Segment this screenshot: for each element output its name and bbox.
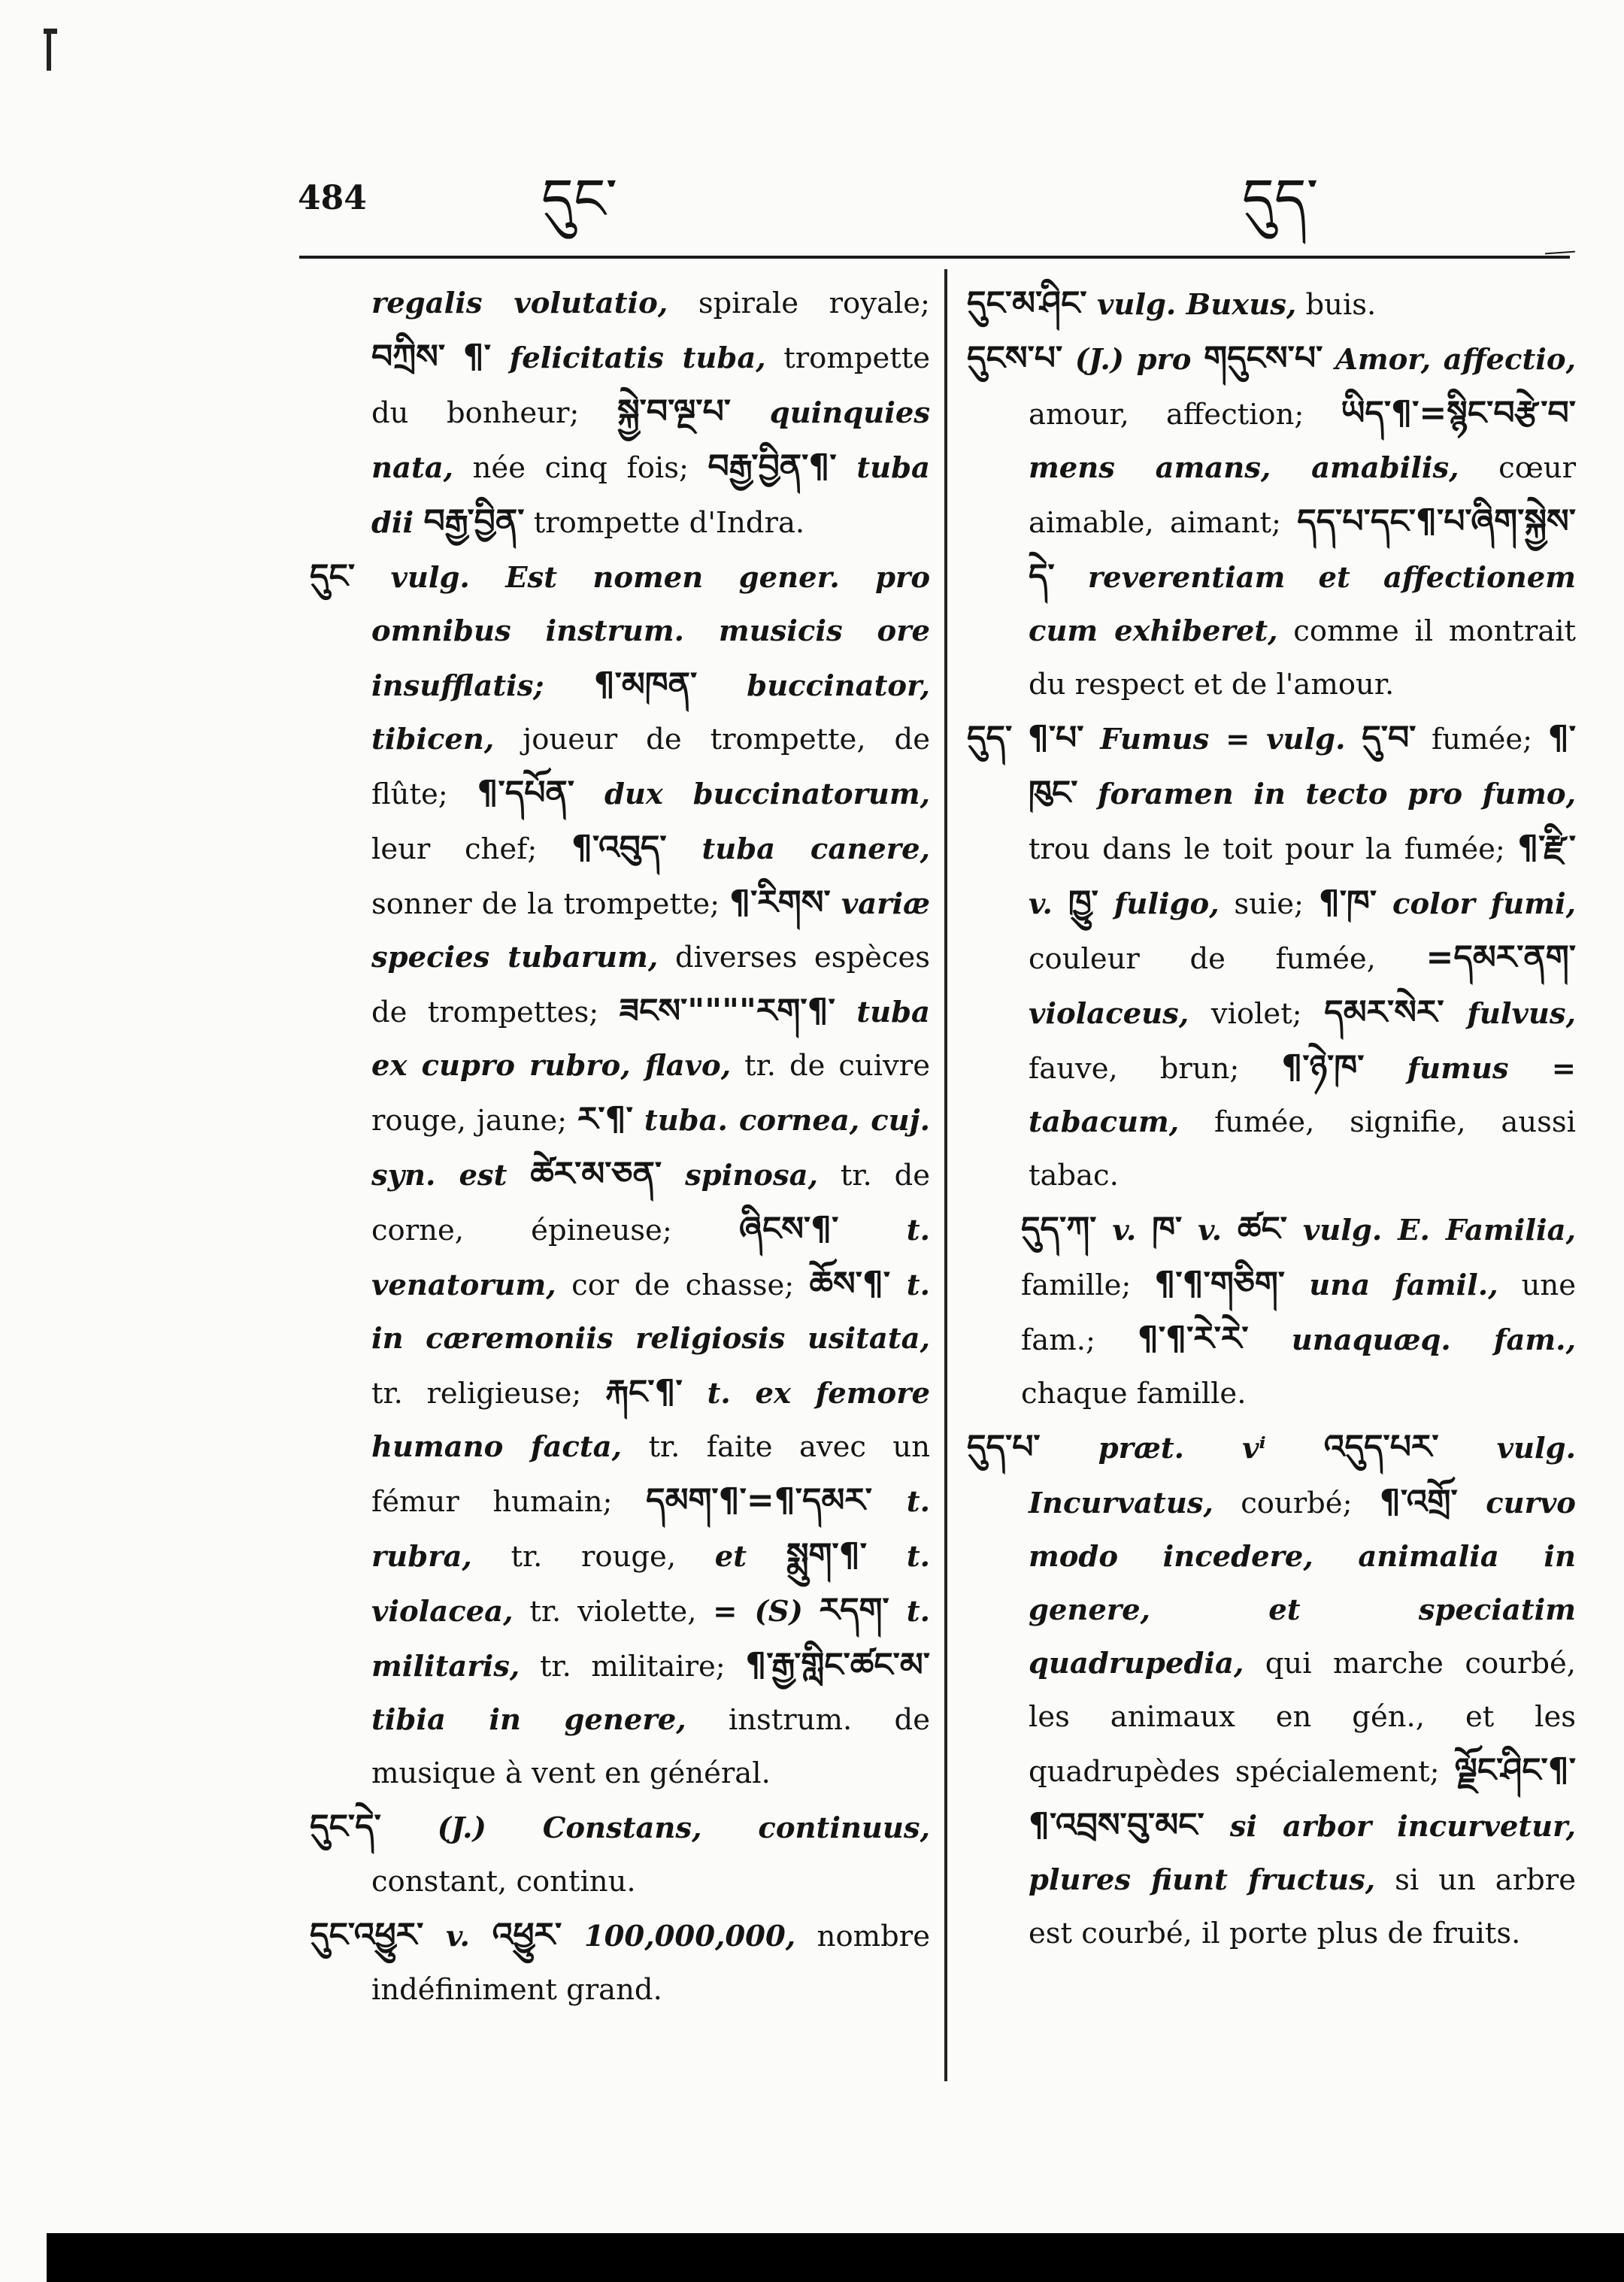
tibetan-term: ཁྱུ་ <box>1068 883 1098 922</box>
french-gloss: suie; <box>1219 887 1319 921</box>
tibetan-term: ¶་རྫི་ <box>1517 829 1576 867</box>
tibetan-term: དུང་ <box>310 557 356 596</box>
tibetan-term: v. <box>1096 1214 1153 1247</box>
french-gloss: cor de chasse; <box>556 1268 810 1302</box>
tibetan-term: t. militaris, <box>371 1595 930 1683</box>
french-gloss <box>1012 723 1028 756</box>
tibetan-term: ཞིངས་¶་ <box>739 1210 839 1248</box>
tibetan-term: quinquies nata, <box>371 396 931 485</box>
french-gloss <box>803 1595 820 1629</box>
tibetan-term: (J.) Constans, continuus, <box>380 1811 930 1845</box>
tibetan-term: curvo modo incedere, animalia in genere, et speciatim quadrupedia, <box>1029 1486 1576 1680</box>
tibetan-term: དུད་ <box>967 719 1013 757</box>
tibetan-term: v. <box>423 1920 492 1953</box>
tibetan-term: ¶་འགྲོ་ <box>1379 1483 1458 1521</box>
tibetan-term: ¶་རིགས་ <box>729 883 831 922</box>
tibetan-term: དམར་སེར་ <box>1324 993 1444 1032</box>
tibetan-term: ¶་¶་རེ་རེ་ <box>1137 1320 1249 1358</box>
tibetan-term: དུང་འཕྱུར་ <box>310 1916 424 1954</box>
tibetan-term: tuba canere, <box>666 832 930 866</box>
tibetan-term: དུད་ཀ་ <box>1021 1210 1097 1248</box>
tibetan-term: གདུངས་པ་ <box>1204 339 1323 377</box>
page-number: 484 <box>298 179 367 217</box>
french-gloss: tr. faite avec un fémur humain; <box>371 1430 931 1519</box>
french-gloss: couleur de fumée, <box>1029 942 1426 976</box>
tibetan-term: ཆོས་¶་ <box>809 1265 891 1303</box>
scan-footer-bar <box>47 2233 1624 2282</box>
tibetan-term: tuba. cornea, cuj. syn. est <box>371 1104 931 1193</box>
tibetan-term: tibia in genere, <box>371 1703 686 1737</box>
tibetan-term: ཁ་ <box>1152 1210 1183 1248</box>
tibetan-term: v. <box>1029 887 1068 921</box>
tibetan-term: བརྒྱ་བྱིན་ <box>423 502 525 541</box>
tibetan-term: color fumi, <box>1377 887 1576 921</box>
tibetan-term: ¶་¶་གཅིག་ <box>1154 1265 1286 1303</box>
right-column <box>967 277 1576 1960</box>
header-rule <box>299 256 1570 259</box>
tibetan-term: t. venatorum, <box>371 1214 930 1302</box>
french-gloss: tr. de corne, épineuse; <box>371 1159 930 1247</box>
french-gloss: diverses espèces de trompettes; <box>371 941 930 1029</box>
tibetan-term: འདུད་པར་ <box>1323 1428 1439 1466</box>
tibetan-term: ¶་ <box>462 338 491 376</box>
tibetan-term: དུང་མ་ཤིང་ <box>967 284 1087 323</box>
dictionary-entry <box>967 711 1576 1202</box>
tibetan-term: t. violacea, <box>371 1540 931 1629</box>
tibetan-term: mens amans, amabilis, <box>1029 451 1459 485</box>
tibetan-term: fumus = tabacum, <box>1029 1052 1576 1139</box>
tibetan-term: དུ་བ་ <box>1362 719 1416 757</box>
tibetan-term: ¶་དཔོན་ <box>477 774 574 812</box>
french-gloss: comme il montrait du respect et de l'amour. <box>1029 614 1576 702</box>
tibetan-term: tuba ex cupro rubro, flavo, <box>371 996 931 1083</box>
french-gloss: tr. violette, <box>513 1595 714 1629</box>
dictionary-entry <box>967 277 1576 332</box>
dictionary-entry <box>967 1202 1576 1420</box>
tibetan-term: ¶་འབུད་ <box>571 829 667 867</box>
tibetan-term: ¶་རྒྱ་གླིང་ཚང་མ་ <box>745 1646 930 1684</box>
tibetan-term: t. rubra, <box>371 1485 930 1574</box>
tibetan-term: variæ species tubarum, <box>371 887 930 974</box>
french-gloss: qui marche courbé, les animaux en gén., et les quadrupèdes spécialement; <box>1029 1647 1576 1789</box>
tibetan-term: t. in cæremoniis religiosis usitata, <box>371 1268 930 1356</box>
tibetan-term: ¶་ཉེ་ཁ་ <box>1281 1048 1365 1086</box>
tibetan-term: reverentiam et affectionem cum exhiberet, <box>1029 561 1576 648</box>
column-divider <box>944 269 947 2081</box>
tibetan-term: violaceus, <box>1029 997 1189 1031</box>
tibetan-term: Fumus = vulg. <box>1083 723 1362 756</box>
tibetan-term: (J.) pro <box>1062 343 1204 377</box>
french-gloss: une fam.; <box>1021 1268 1576 1357</box>
french-gloss: tr. rouge, <box>471 1540 715 1574</box>
tibetan-term: དམག་¶་=¶་དམར་ <box>646 1481 873 1520</box>
tibetan-term: et <box>714 1540 786 1574</box>
french-gloss: née cinq fois; <box>453 451 708 485</box>
tibetan-term: tuba dii <box>371 451 930 540</box>
tibetan-term: ཚེར་མ་ཅན་ <box>530 1155 662 1193</box>
dictionary-entry <box>967 1420 1576 1960</box>
tibetan-term: t. ex femore humano facta, <box>371 1377 930 1464</box>
tibetan-term: foramen in tecto pro fumo, <box>1077 777 1576 811</box>
tibetan-term: fulvus, <box>1444 997 1576 1031</box>
french-gloss: trompette du bonheur; <box>371 341 930 430</box>
tibetan-term: བཀྲིས་ <box>371 338 446 376</box>
tibetan-term: ¶་མཁན་ <box>593 665 698 704</box>
tibetan-term: = (S) <box>713 1595 803 1629</box>
french-gloss: chaque famille. <box>1021 1377 1247 1411</box>
tibetan-term: དུངས་པ་ <box>967 339 1063 377</box>
tibetan-term: དད་པ་དང་¶་པ་ཞིག་སྐྱེས་དེ་ <box>1029 502 1576 596</box>
french-gloss: violet; <box>1189 997 1325 1031</box>
running-headword-right: དུད་ <box>1242 167 1319 232</box>
dictionary-entry <box>310 1908 930 2017</box>
tibetan-term: དུད་པ་ <box>967 1428 1041 1466</box>
tibetan-term: འཕྱུར་ <box>492 1916 562 1954</box>
tibetan-term: ཡིད་¶་=སྙིང་བརྩེ་བ་ <box>1341 394 1576 432</box>
french-gloss: courbé; <box>1213 1486 1380 1520</box>
tibetan-term: སྐྱེ་བ་ལྔ་པ་ <box>617 392 732 431</box>
french-gloss: instrum. de musique à vent en général. <box>371 1703 930 1790</box>
french-gloss: trompette d'Indra. <box>524 506 805 540</box>
french-gloss: joueur de trompette, de flûte; <box>371 723 930 811</box>
french-gloss: fumée, signifie, aussi tabac. <box>1029 1105 1576 1193</box>
tibetan-term: རྐང་¶་ <box>604 1373 683 1411</box>
french-gloss: cœur aimable, aimant; <box>1029 451 1576 540</box>
tibetan-term: si arbor incurvetur, plures fiunt fructus, <box>1029 1810 1576 1897</box>
tibetan-term: vulg. E. Familia, <box>1287 1214 1576 1247</box>
french-gloss: si un arbre est courbé, il porte plus de fruits. <box>1029 1863 1576 1950</box>
dictionary-entry <box>967 332 1576 711</box>
tibetan-term: Amor, affectio, <box>1323 343 1576 377</box>
tibetan-term: ¶་ཁུང་ <box>1029 719 1576 812</box>
running-headword-left: དུང་ <box>541 167 618 232</box>
tibetan-term: dux buccinatorum, <box>574 777 930 811</box>
french-gloss: tr. religieuse; <box>371 1377 605 1411</box>
tibetan-term: buccinator, tibicen, <box>371 669 930 756</box>
french-gloss <box>445 341 463 375</box>
tibetan-term: fuligo, <box>1098 887 1220 921</box>
tibetan-term: præt. vⁱ <box>1040 1432 1324 1465</box>
french-gloss: sonner de la trompette; <box>371 887 730 921</box>
tibetan-term: vulg. Est nomen gener. pro omnibus instrum. musicis ore insufflatis; <box>355 561 930 703</box>
page-corner-mark <box>44 29 57 71</box>
french-gloss: spirale royale; <box>668 286 930 320</box>
french-gloss: fumée; <box>1416 723 1548 756</box>
french-gloss: nombre indéfiniment grand. <box>371 1920 930 2007</box>
tibetan-term: ལྗོང་ཤིང་¶་¶་འབྲས་བུ་མང་ <box>1029 1751 1576 1844</box>
tibetan-term: =དམར་ནག་ <box>1426 938 1576 977</box>
tibetan-term: spinosa, <box>662 1159 819 1193</box>
tibetan-term: དུང་དེ་ <box>310 1808 381 1846</box>
french-gloss: constant, continu. <box>371 1865 636 1899</box>
french-gloss: trou dans le toit pour la fumée; <box>1029 832 1518 866</box>
tibetan-term: ¶་ཁ་ <box>1318 883 1377 922</box>
tibetan-term: una famil., <box>1285 1268 1498 1302</box>
french-gloss: amour, affection; <box>1029 398 1341 432</box>
left-column <box>310 277 930 2017</box>
tibetan-term: ཚང་ <box>1238 1210 1287 1248</box>
french-gloss: fauve, brun; <box>1029 1052 1282 1086</box>
french-gloss: leur chef; <box>371 832 572 866</box>
tibetan-term: v. <box>1182 1214 1238 1247</box>
tibetan-term: felicitatis tuba, <box>490 341 766 375</box>
header-rule-tail <box>1545 251 1575 255</box>
french-gloss: famille; <box>1021 1268 1155 1302</box>
french-gloss: buis. <box>1296 288 1377 322</box>
french-gloss: tr. de cuivre rouge, jaune; <box>371 1049 930 1138</box>
tibetan-term: unaquæq. fam., <box>1248 1323 1576 1357</box>
tibetan-term: ¶་པ་ <box>1027 719 1084 757</box>
tibetan-term: རདག་ <box>819 1591 889 1629</box>
tibetan-term: vulg. Buxus, <box>1086 288 1297 322</box>
tibetan-term: ཟངས་""""རག་¶་ <box>619 992 835 1030</box>
tibetan-term: vulg. Incurvatus, <box>1029 1432 1576 1520</box>
tibetan-term: སྨུག་¶་ <box>786 1536 867 1574</box>
dictionary-entry <box>310 1800 930 1908</box>
dictionary-entry <box>310 550 930 1800</box>
french-gloss: tr. militaire; <box>520 1650 746 1683</box>
tibetan-term: regalis volutatio, <box>371 286 668 320</box>
dictionary-entry <box>310 277 930 550</box>
tibetan-term: བརྒྱ་བྱིན་¶་ <box>707 447 837 486</box>
tibetan-term: 100,000,000, <box>562 1920 796 1953</box>
tibetan-term: ར་¶་ <box>577 1100 633 1138</box>
